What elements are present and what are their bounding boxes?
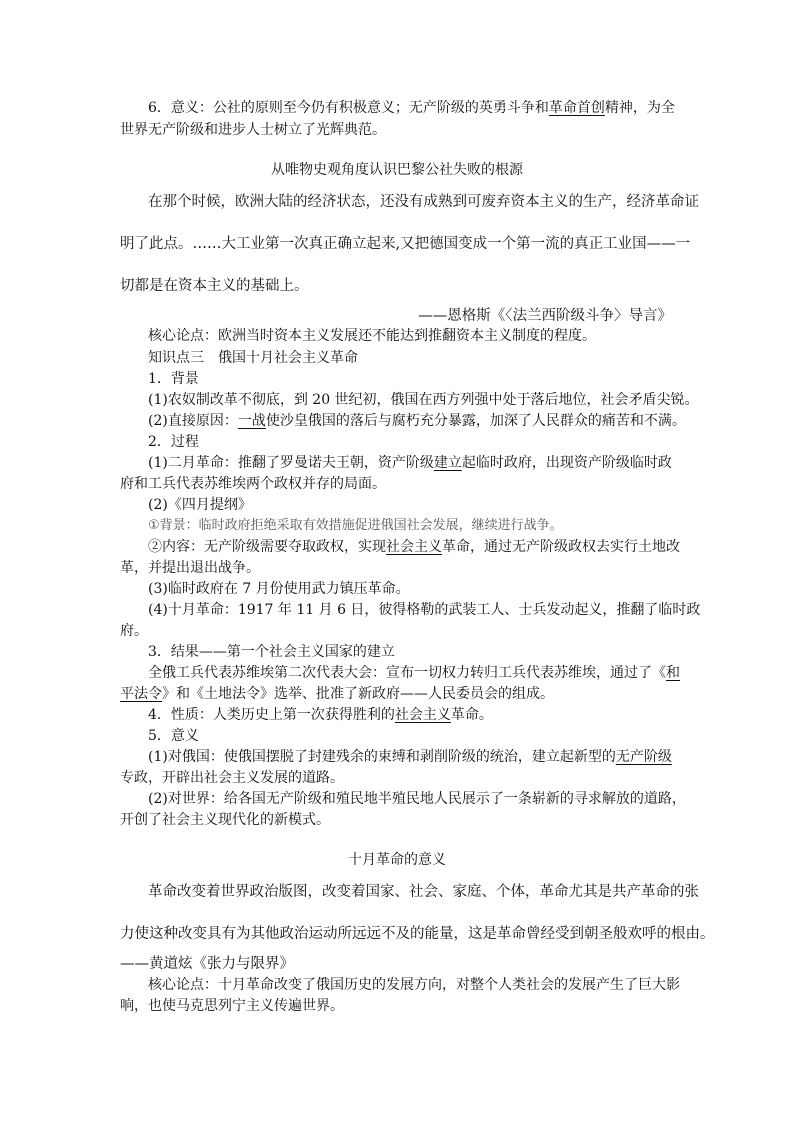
significance-world-line-1: (2)对世界：给各国无产阶级和殖民地半殖民地人民展示了一条崭新的寻求解放的道路， xyxy=(148,791,686,807)
quote-paragraph-line-3: 切都是在资本主义的基础上。 xyxy=(120,278,309,294)
material-title-paris-commune: 从唯物史观角度认识巴黎公社失败的根源 xyxy=(271,162,523,178)
quote2-line-2: 力使这种改变具有为其他政治运动所远远不及的能量，这是革命曾经受到朝圣般欢呼的根由。 xyxy=(120,926,715,942)
april-theses-content-line-2: 革，并提出退出战争。 xyxy=(120,560,260,576)
process-item-1-line-2: 府和工兵代表苏维埃两个政权并存的局面。 xyxy=(120,476,386,492)
significance-russia-line-2: 专政，开辟出社会主义发展的道路。 xyxy=(120,770,344,786)
process-item-2: (2)《四月提纲》 xyxy=(148,497,252,513)
underlined-term: 社会主义 xyxy=(386,539,442,555)
underlined-term: 革命首创 xyxy=(548,100,605,116)
process-item-1-line-1: (1)二月革命：推翻了罗曼诺夫王朝，资产阶级建立起临时政府，出现资产阶级临时政 xyxy=(148,455,672,471)
quote-paragraph-line-2: 明了此点。……大工业第一次真正确立起来,又把德国变成一个第一流的真正工业国——一 xyxy=(120,236,691,252)
april-theses-content-line-1: ②内容：无产阶级需要夺取政权，实现社会主义革命，通过无产阶级政权去实行土地改 xyxy=(148,539,680,555)
background-item-1: (1)农奴制改革不彻底，到 20 世纪初，俄国在西方列强中处于落后地位，社会矛盾尖锐。 xyxy=(148,392,699,408)
result-line-2: 平法令》和《土地法令》选举、批准了新政府——人民委员会的组成。 xyxy=(120,686,554,702)
process-item-3: (3)临时政府在 7 月份使用武力镇压革命。 xyxy=(148,581,410,597)
heading-background: 1．背景 xyxy=(148,371,199,387)
april-theses-background: ①背景：临时政府拒绝采取有效措施促进俄国社会发展，继续进行战争。 xyxy=(148,518,563,533)
significance-world-line-2: 开创了社会主义现代化的新模式。 xyxy=(120,812,330,828)
material-title-october-revolution: 十月革命的意义 xyxy=(348,852,446,868)
significance-russia-line-1: (1)对俄国：使俄国摆脱了封建残余的束缚和剥削阶级的统治，建立起新型的无产阶级 xyxy=(148,749,672,765)
quote-paragraph-line-1: 在那个时候，欧洲大陆的经济状态，还没有成熟到可废弃资本主义的生产，经济革命证 xyxy=(148,194,699,210)
significance-line-2: 世界无产阶级和进步人士树立了光辉典范。 xyxy=(120,122,386,138)
core-argument: 核心论点：欧洲当时资本主义发展还不能达到推翻资本主义制度的程度。 xyxy=(148,328,596,344)
result-line-1: 全俄工兵代表苏维埃第二次代表大会：宣布一切权力转归工兵代表苏维埃，通过了《和 xyxy=(148,665,680,681)
quote2-source: ——黄道炫《张力与限界》 xyxy=(120,956,294,972)
core-argument-2-line-2: 响，也使马克思列宁主义传遍世界。 xyxy=(120,998,344,1014)
heading-result: 3．结果——第一个社会主义国家的建立 xyxy=(148,644,395,660)
underlined-term: 无产阶级 xyxy=(615,749,672,765)
significance-line-1: 6．意义：公社的原则至今仍有积极意义；无产阶级的英勇斗争和革命首创精神，为全 xyxy=(148,100,675,116)
heading-process: 2．过程 xyxy=(148,434,199,450)
underlined-term: 一战 xyxy=(237,413,266,429)
heading-significance: 5．意义 xyxy=(148,728,199,744)
underlined-term: 建立 xyxy=(433,455,462,471)
background-item-2: (2)直接原因：一战使沙皇俄国的落后与腐朽充分暴露，加深了人民群众的痛苦和不满。 xyxy=(148,413,686,429)
process-item-4-line-2: 府。 xyxy=(120,623,148,639)
section-heading-k3: 知识点三 俄国十月社会主义革命 xyxy=(148,350,358,366)
process-item-4-line-1: (4)十月革命：1917 年 11 月 6 日，彼得格勒的武装工人、士兵发动起义，推翻了临时政 xyxy=(148,602,701,618)
core-argument-2-line-1: 核心论点：十月革命改变了俄国历史的发展方向，对整个人类社会的发展产生了巨大影 xyxy=(148,977,680,993)
quote-source: ——恩格斯《〈法兰西阶级斗争〉导言》 xyxy=(418,308,672,324)
underlined-term: 和 xyxy=(666,665,680,681)
underlined-term: 平法令 xyxy=(120,686,162,702)
heading-nature: 4．性质：人类历史上第一次获得胜利的社会主义革命。 xyxy=(148,707,493,723)
underlined-term: 社会主义 xyxy=(394,707,451,723)
quote2-line-1: 革命改变着世界政治版图，改变着国家、社会、家庭、个体，革命尤其是共产革命的张 xyxy=(148,884,699,900)
